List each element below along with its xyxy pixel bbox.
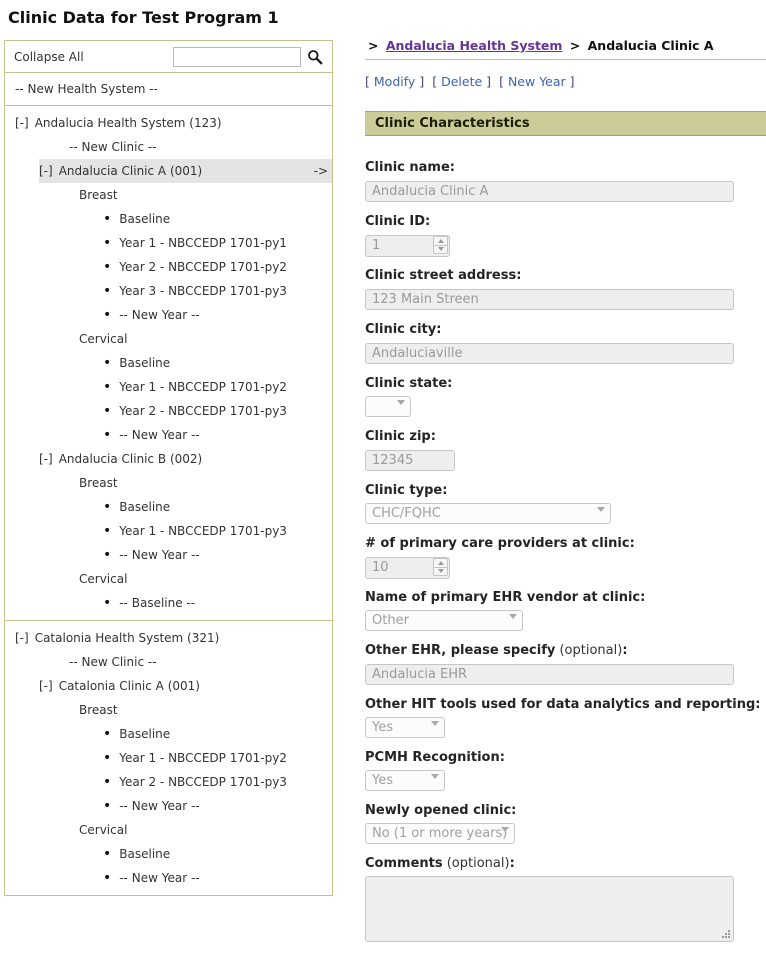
field-label-zip: Clinic zip: — [365, 429, 436, 444]
ehr-vendor-select — [365, 610, 523, 631]
clinic-type-selected-value: CHC/FQHC — [372, 506, 441, 521]
field-comments — [365, 856, 766, 946]
bullet-icon: • — [103, 774, 112, 790]
tree-toggle-icon[interactable]: [-] — [39, 164, 53, 178]
tree-item-label: Year 1 - NBCCEDP 1701-py3 — [119, 524, 287, 538]
tree-item-label: Andalucia Clinic A (001) — [58, 164, 203, 178]
tree-item-year[interactable] — [5, 423, 332, 447]
bullet-icon: • — [103, 379, 112, 395]
newly-opened-select — [365, 823, 515, 844]
tree-item-new-clinic[interactable] — [5, 135, 332, 159]
field-providers — [365, 536, 766, 578]
tree-item-year[interactable] — [5, 375, 332, 399]
tree-search — [173, 47, 323, 67]
tree-item-label: -- New Year -- — [119, 428, 200, 442]
breadcrumb — [365, 38, 766, 60]
tree-item-clinic[interactable] — [5, 447, 332, 471]
tree-item-label: -- New Year -- — [119, 871, 200, 885]
providers-stepper — [365, 556, 450, 578]
pcmh-select — [365, 770, 445, 791]
action-links — [365, 74, 766, 89]
spinner-down-icon — [434, 568, 447, 576]
tree-item-year[interactable] — [5, 399, 332, 423]
city-input — [365, 343, 734, 364]
spinner-down-icon — [434, 246, 447, 254]
tree-item-screening-type — [5, 818, 332, 842]
tree-item-label: -- New Year -- — [119, 799, 200, 813]
tree-item-label: Breast — [79, 476, 118, 490]
action-link-new-year[interactable]: New Year — [507, 74, 566, 89]
field-other-ehr — [365, 643, 766, 685]
bullet-icon: • — [103, 403, 112, 419]
tree-item-label: Andalucia Health System (123) — [34, 116, 222, 130]
tree-toggle-icon[interactable]: [-] — [39, 452, 53, 466]
bracket: [ — [432, 74, 438, 89]
bullet-icon: • — [103, 259, 112, 275]
breadcrumb-current-clinic: Andalucia Clinic A — [587, 38, 714, 53]
comments-textarea — [365, 876, 734, 942]
tree-item-screening-type — [5, 471, 332, 495]
tree-item-screening-type — [5, 327, 332, 351]
field-label-clinic-name: Clinic name: — [365, 160, 455, 175]
field-city — [365, 322, 766, 364]
bullet-icon: • — [103, 523, 112, 539]
zip-input — [365, 450, 455, 471]
health-system-section-2 — [5, 620, 332, 895]
field-clinic-id — [365, 214, 766, 256]
tree-item-year[interactable] — [5, 722, 332, 746]
field-zip — [365, 429, 766, 471]
bullet-icon: • — [103, 283, 112, 299]
tree-item-label: -- New Clinic -- — [69, 140, 157, 154]
tree-search-input[interactable] — [173, 47, 301, 67]
clinic-type-select — [365, 503, 611, 524]
tree-item-screening-type — [5, 698, 332, 722]
field-label-comments: Comments (optional): — [365, 856, 515, 871]
hit-tools-select — [365, 717, 445, 738]
chevron-down-icon — [501, 832, 509, 845]
page-title: Clinic Data for Test Program 1 — [8, 8, 279, 27]
search-icon[interactable] — [307, 49, 323, 65]
tree-item-label: -- Baseline -- — [119, 596, 196, 610]
tree-item-year[interactable] — [5, 543, 332, 567]
action-delete — [432, 74, 491, 89]
field-label-newly-opened: Newly opened clinic: — [365, 803, 517, 818]
tree-toggle-icon[interactable]: [-] — [15, 116, 29, 130]
tree-item-label: Cervical — [79, 332, 128, 346]
street-address-input — [365, 289, 734, 310]
tree-item-label: Baseline — [119, 727, 171, 741]
chevron-down-icon — [397, 405, 405, 418]
tree-item-label: Breast — [79, 188, 118, 202]
tree-item-label: Year 1 - NBCCEDP 1701-py2 — [119, 751, 287, 765]
tree-item-label: Year 2 - NBCCEDP 1701-py2 — [119, 260, 287, 274]
action-modify — [365, 74, 424, 89]
clinic-id-stepper — [365, 234, 450, 256]
tree-item-year[interactable] — [5, 866, 332, 890]
bullet-icon: • — [103, 846, 112, 862]
section-title: Clinic Characteristics — [375, 116, 530, 131]
tree-toggle-icon[interactable]: [-] — [15, 631, 29, 645]
spinner-buttons — [433, 558, 448, 576]
tree-item-label: Year 2 - NBCCEDP 1701-py3 — [119, 775, 287, 789]
tree-item-new-clinic[interactable] — [5, 650, 332, 674]
bracket: ] — [569, 74, 575, 89]
clinic-characteristics-form — [365, 160, 766, 946]
tree-item-clinic[interactable] — [5, 674, 332, 698]
spinner-up-icon — [434, 559, 447, 568]
other-ehr-input — [365, 664, 734, 685]
tree-item-label: Catalonia Health System (321) — [34, 631, 220, 645]
tree-item-label: Baseline — [119, 212, 171, 226]
field-label-clinic-type: Clinic type: — [365, 483, 448, 498]
bracket: [ — [499, 74, 504, 89]
bullet-icon: • — [103, 750, 112, 766]
tree-item-year[interactable] — [5, 279, 332, 303]
tree-item-health-system[interactable] — [5, 626, 332, 650]
chevron-down-icon — [431, 779, 439, 792]
tree-item-year[interactable] — [5, 746, 332, 770]
tree-item-year[interactable] — [5, 519, 332, 543]
tree-item-label: Year 3 - NBCCEDP 1701-py3 — [119, 284, 287, 298]
breadcrumb-separator: > — [569, 38, 581, 53]
field-label-pcmh: PCMH Recognition: — [365, 750, 505, 765]
tree-item-label: -- New Year -- — [119, 548, 200, 562]
tree-item-year[interactable] — [5, 842, 332, 866]
tree-item-year[interactable] — [5, 231, 332, 255]
chevron-down-icon — [509, 619, 517, 632]
pcmh-selected-value: Yes — [372, 773, 393, 788]
tree-item-clinic[interactable] — [5, 159, 332, 183]
bullet-icon: • — [103, 427, 112, 443]
tree-item-label: Cervical — [79, 572, 128, 586]
spinner-buttons — [433, 236, 448, 254]
tree-item-label: Cervical — [79, 823, 128, 837]
action-link-modify[interactable]: Modify — [373, 74, 416, 89]
tree-item-label: Breast — [79, 703, 118, 717]
bullet-icon: • — [103, 798, 112, 814]
tree-item-label: Catalonia Clinic A (001) — [58, 679, 200, 693]
field-clinic-name — [365, 160, 766, 202]
bullet-icon: • — [103, 595, 112, 611]
field-label-state: Clinic state: — [365, 376, 453, 391]
bullet-icon: • — [103, 307, 112, 323]
newly-opened-selected-value: No (1 or more years) — [372, 826, 508, 841]
field-label-city: Clinic city: — [365, 322, 442, 337]
tree-item-label: -- New Year -- — [119, 308, 200, 322]
breadcrumb-separator: > — [368, 38, 379, 53]
tree-item-screening-type — [5, 183, 332, 207]
selected-item-arrow: -> — [313, 164, 328, 178]
action-new-year — [499, 74, 574, 89]
field-state — [365, 376, 766, 417]
field-label-providers: # of primary care providers at clinic: — [365, 536, 635, 551]
field-street-address — [365, 268, 766, 310]
clinic-name-input — [365, 181, 734, 202]
chevron-down-icon — [431, 726, 439, 739]
field-clinic-type — [365, 483, 766, 524]
tree-item-label: Andalucia Clinic B (002) — [58, 452, 203, 466]
clinic-tree-panel — [4, 40, 333, 896]
field-label-ehr-vendor: Name of primary EHR vendor at clinic: — [365, 590, 646, 605]
tree-item-year[interactable] — [5, 495, 332, 519]
tree-item-label: Year 1 - NBCCEDP 1701-py1 — [119, 236, 287, 250]
tree-item-year[interactable] — [5, 255, 332, 279]
health-system-section-1 — [5, 106, 332, 620]
bullet-icon: • — [103, 870, 112, 886]
tree-item-health-system[interactable] — [5, 111, 332, 135]
tree-toggle-icon[interactable]: [-] — [39, 679, 53, 693]
tree-item-label: Baseline — [119, 500, 171, 514]
tree-item-year[interactable] — [5, 591, 332, 615]
spinner-up-icon — [434, 237, 447, 246]
collapse-all-link[interactable]: Collapse All — [14, 49, 84, 64]
bracket: ] — [419, 74, 425, 89]
tree-toolbar — [5, 41, 332, 73]
field-ehr-vendor — [365, 590, 766, 631]
bullet-icon: • — [103, 211, 112, 227]
chevron-down-icon — [597, 512, 605, 525]
field-hit-tools — [365, 697, 766, 738]
bracket: [ — [365, 74, 370, 89]
tree-item-year[interactable] — [5, 770, 332, 794]
tree-item-year[interactable] — [5, 207, 332, 231]
tree-item-label: Baseline — [119, 356, 171, 370]
tree-item-label: Baseline — [119, 847, 171, 861]
field-label-clinic-id: Clinic ID: — [365, 214, 431, 229]
bullet-icon: • — [103, 547, 112, 563]
section-header-clinic-characteristics — [365, 111, 766, 136]
field-label-other-ehr: Other EHR, please specify (optional): — [365, 643, 628, 658]
bracket: ] — [486, 74, 492, 89]
hit-tools-selected-value: Yes — [372, 720, 393, 735]
field-label-street-address: Clinic street address: — [365, 268, 522, 283]
field-label-hit-tools: Other HIT tools used for data analytics and reporting: — [365, 697, 761, 712]
tree-item-year[interactable] — [5, 794, 332, 818]
tree-item-new-health-system[interactable]: -- New Health System -- — [5, 73, 332, 106]
bullet-icon: • — [103, 726, 112, 742]
tree-item-year[interactable] — [5, 303, 332, 327]
ehr-vendor-selected-value: Other — [372, 613, 409, 628]
bullet-icon: • — [103, 355, 112, 371]
bullet-icon: • — [103, 499, 112, 515]
tree-item-label: -- New Clinic -- — [69, 655, 157, 669]
breadcrumb-link-health-system[interactable]: Andalucia Health System — [385, 38, 563, 53]
detail-panel — [365, 38, 766, 958]
action-link-delete[interactable]: Delete — [441, 74, 483, 89]
tree-item-year[interactable] — [5, 351, 332, 375]
tree-item-screening-type — [5, 567, 332, 591]
field-newly-opened — [365, 803, 766, 844]
field-pcmh — [365, 750, 766, 791]
tree-item-label: Year 1 - NBCCEDP 1701-py2 — [119, 380, 287, 394]
tree-item-label: Year 2 - NBCCEDP 1701-py3 — [119, 404, 287, 418]
state-select — [365, 396, 411, 417]
bullet-icon: • — [103, 235, 112, 251]
